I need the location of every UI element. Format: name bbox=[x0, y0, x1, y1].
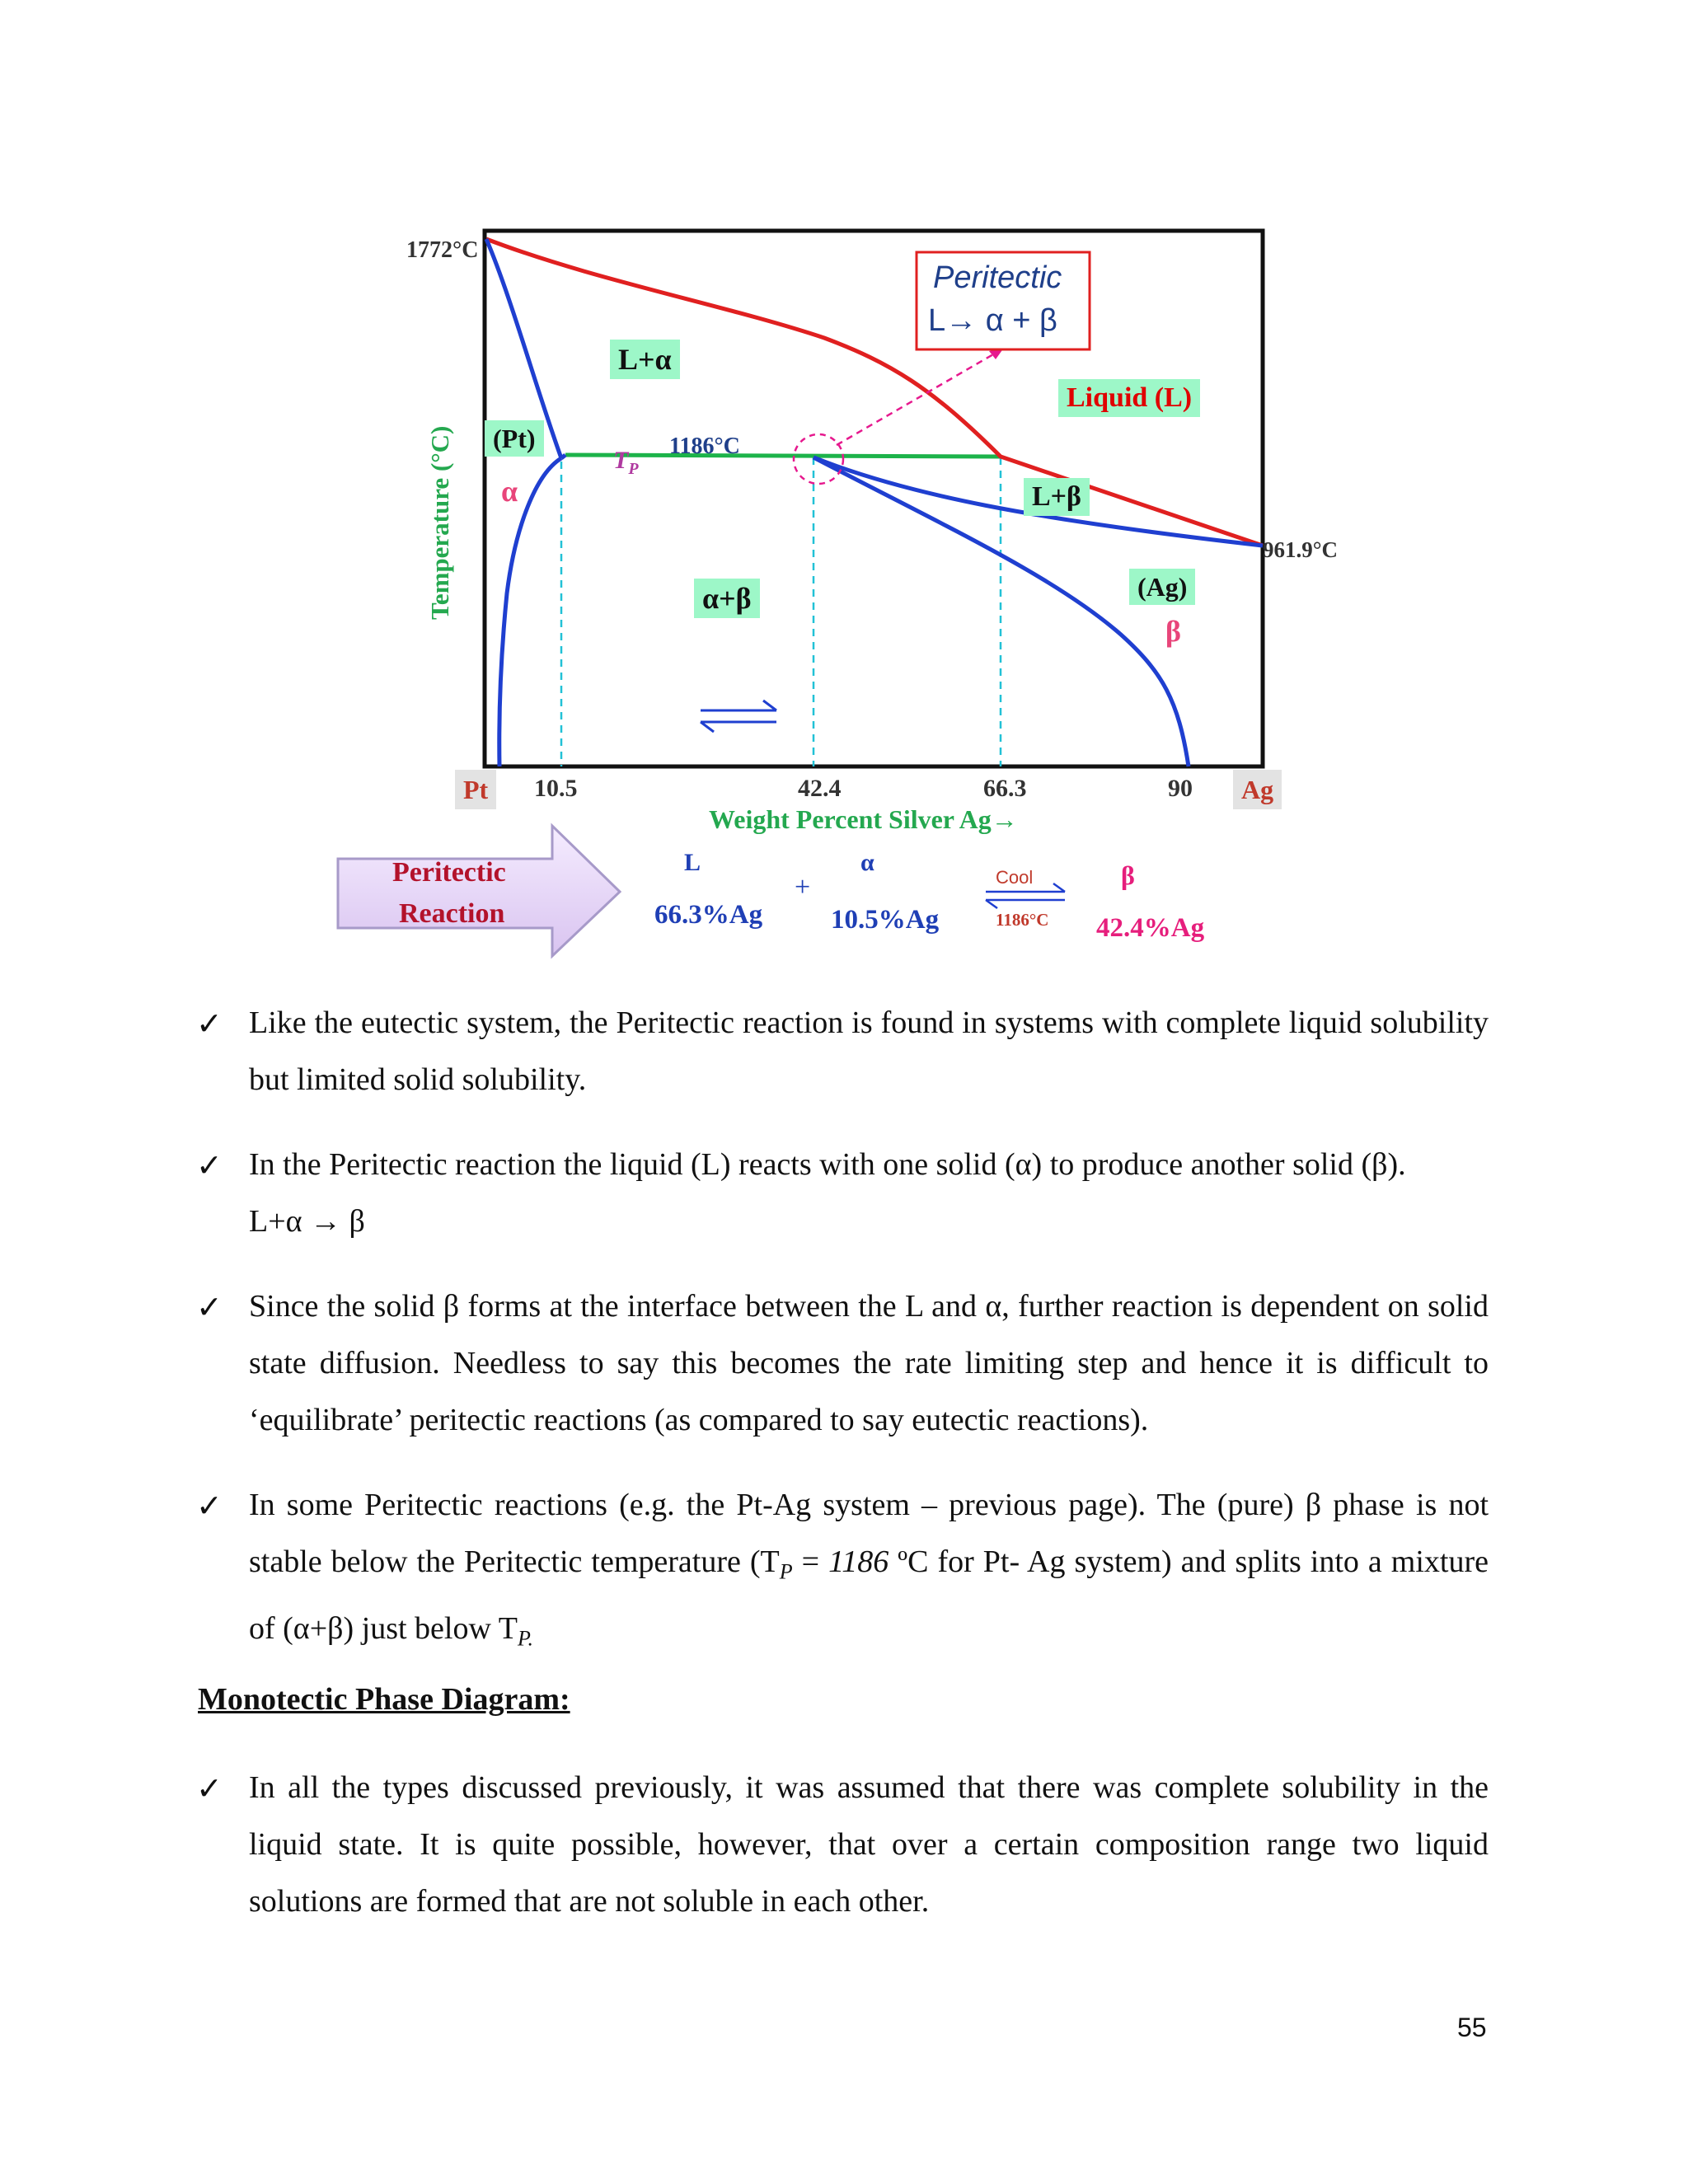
reaction-formula: L+α → β bbox=[249, 1204, 365, 1239]
beta-phase-symbol: β bbox=[1165, 615, 1181, 648]
callout-title: Peritectic bbox=[933, 260, 1062, 295]
eq-beta: β bbox=[1121, 860, 1135, 890]
plot-frame bbox=[485, 231, 1263, 766]
eq-liquid-composition: 66.3%Ag bbox=[654, 900, 763, 930]
paragraph-text: Like the eutectic system, the Peritectic reaction is found in systems with complete liquid solubility but limited solid solubility. bbox=[249, 1005, 1489, 1097]
eq-alpha-composition: 10.5%Ag bbox=[831, 905, 940, 935]
check-mark-icon: ✓ bbox=[196, 1005, 223, 1042]
paragraph-text: In some Peritectic reactions (e.g. the Pt-Ag system – previous page). The (pure) β phase is not stable below the Peritectic temperature ($T_P = 1186$ ºC for Pt- Ag system) and splits into a mixture of (α+β) just below $T_{P.}$ bbox=[249, 1488, 1489, 1651]
peritectic-temperature-label: 1186°C bbox=[669, 434, 740, 459]
eq-plus: + bbox=[795, 872, 811, 902]
bullet-paragraph-1 bbox=[198, 995, 1489, 1108]
tick-42-4: 42.4 bbox=[798, 775, 842, 802]
y-axis-label: Temperature (°C) bbox=[425, 425, 454, 620]
check-mark-icon: ✓ bbox=[196, 1770, 223, 1807]
paragraph-text: Since the solid β forms at the interface between the L and α, further reaction is dependent on solid state diffusion. Needless to say this becomes the rate limiting step and hence it is difficult to ‘equilibrate’ peritectic reactions (as compared to say eutectic reactions). bbox=[249, 1289, 1489, 1437]
reaction-arrow-label-1: Peritectic bbox=[392, 857, 506, 888]
tick-90: 90 bbox=[1168, 775, 1193, 802]
composition-guides bbox=[561, 457, 1001, 766]
page-number: 55 bbox=[1457, 2013, 1487, 2042]
bullet-paragraph-3 bbox=[198, 1278, 1489, 1449]
check-mark-icon: ✓ bbox=[196, 1147, 223, 1183]
ag-melting-temperature-label: 961.9°C bbox=[1263, 537, 1339, 562]
bullet-paragraph-2 bbox=[198, 1137, 1489, 1250]
eq-cool-label: Cool bbox=[996, 867, 1034, 888]
alpha-phase-symbol: α bbox=[501, 475, 518, 508]
check-mark-icon: ✓ bbox=[196, 1488, 223, 1524]
eq-temperature-label: 1186°C bbox=[996, 910, 1049, 930]
pt-phase-label: (Pt) bbox=[485, 420, 544, 457]
paragraph-text: In all the types discussed previously, it was assumed that there was complete solubility in the liquid state. It is quite possible, however, that over a certain composition range two liquid solutions are formed that are not soluble in each other. bbox=[249, 1770, 1489, 1919]
reaction-arrow-label-2: Reaction bbox=[399, 898, 505, 929]
region-alpha-beta: α+β bbox=[694, 579, 760, 618]
bullet-paragraph-4 bbox=[198, 1477, 1489, 1666]
tp-label: $T_P$ bbox=[613, 447, 639, 478]
eq-liquid: L bbox=[684, 849, 701, 876]
pt-ag-phase-diagram bbox=[0, 0, 1688, 972]
paragraph-text: In the Peritectic reaction the liquid (L) reacts with one solid (α) to produce another solid (β). bbox=[249, 1147, 1406, 1182]
tick-66-3: 66.3 bbox=[983, 775, 1027, 802]
x-axis-label: Weight Percent Silver Ag→ bbox=[709, 804, 1018, 834]
bullet-paragraph-5 bbox=[198, 1760, 1489, 1930]
region-l-beta: L+β bbox=[1024, 478, 1090, 516]
equilibrium-arrows-icon bbox=[701, 701, 776, 732]
ag-phase-label: (Ag) bbox=[1129, 569, 1195, 605]
top-temperature-label: 1772°C bbox=[406, 237, 479, 263]
section-heading: Monotectic Phase Diagram: bbox=[198, 1682, 570, 1717]
region-liquid: Liquid (L) bbox=[1058, 379, 1200, 417]
check-mark-icon: ✓ bbox=[196, 1289, 223, 1325]
left-element-label: Pt bbox=[455, 770, 496, 809]
region-l-alpha: L+α bbox=[610, 340, 680, 379]
peritectic-reaction-arrow bbox=[338, 826, 620, 956]
right-element-label: Ag bbox=[1233, 770, 1282, 809]
tick-10-5: 10.5 bbox=[534, 775, 578, 802]
eq-alpha: α bbox=[860, 849, 874, 876]
solidus-solvus-curves bbox=[486, 239, 1263, 766]
callout-reaction: L→ α + β bbox=[928, 303, 1057, 338]
eq-beta-composition: 42.4%Ag bbox=[1096, 913, 1205, 943]
